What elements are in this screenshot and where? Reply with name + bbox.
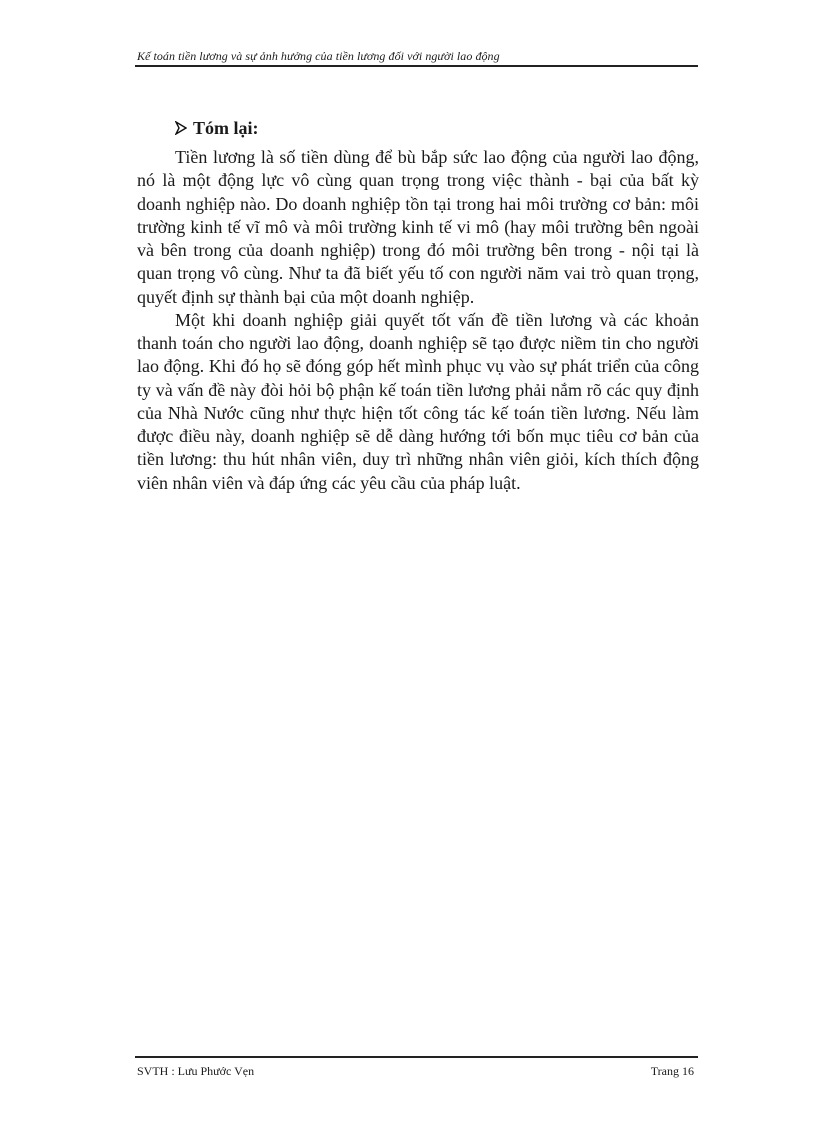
arrow-bullet-icon (175, 121, 187, 135)
paragraph-2: Một khi doanh nghiệp giải quyết tốt vấn đề tiền lương và các khoản thanh toán cho người lao động, doanh nghiệp sẽ tạo được niềm tin cho người lao động. Khi đó họ sẽ đóng góp hết mình phục vụ vào sự phát triển của công ty và vấn đề này đòi hỏi bộ phận kế toán tiền lương phải nắm rõ các quy định của Nhà Nước cũng như thực hiện tốt công tác kế toán tiền lương. Nếu làm được điều này, doanh nghiệp sẽ dễ dàng hướng tới bốn mục tiêu cơ bản của tiền lương: thu hút nhân viên, duy trì những nhân viên giỏi, kích thích động viên nhân viên và đáp ứng các yêu cầu của pháp luật. (137, 309, 699, 493)
document-body (137, 116, 699, 495)
page-footer (135, 1056, 698, 1082)
author-label: SVTH : Lưu Phước Vẹn (137, 1064, 255, 1078)
page-header (135, 46, 698, 66)
running-title: Kế toán tiền lương và sự ảnh hưởng của tiền lương đối với người lao động (137, 49, 500, 63)
paragraph-1: Tiền lương là số tiền dùng để bù bắp sức lao động của người lao động, nó là một động lực vô cùng quan trọng trong việc thành - bại của bất kỳ doanh nghiệp nào. Do doanh nghiệp tồn tại trong hai môi trường cơ bản: môi trường kinh tế vĩ mô và môi trường kinh tế vi mô (hay môi trường bên ngoài và bên trong của doanh nghiệp) trong đó môi trường bên trong - nội tại là quan trọng vô cùng. Như ta đã biết yếu tố con người năm vai trò quan trọng, quyết định sự thành bại của một doanh nghiệp. (137, 147, 699, 307)
header-divider (135, 65, 698, 67)
section-heading (175, 116, 699, 140)
footer-divider (135, 1056, 698, 1058)
page-number: Trang 16 (650, 1064, 694, 1078)
heading-text: Tóm lại: (193, 118, 259, 138)
